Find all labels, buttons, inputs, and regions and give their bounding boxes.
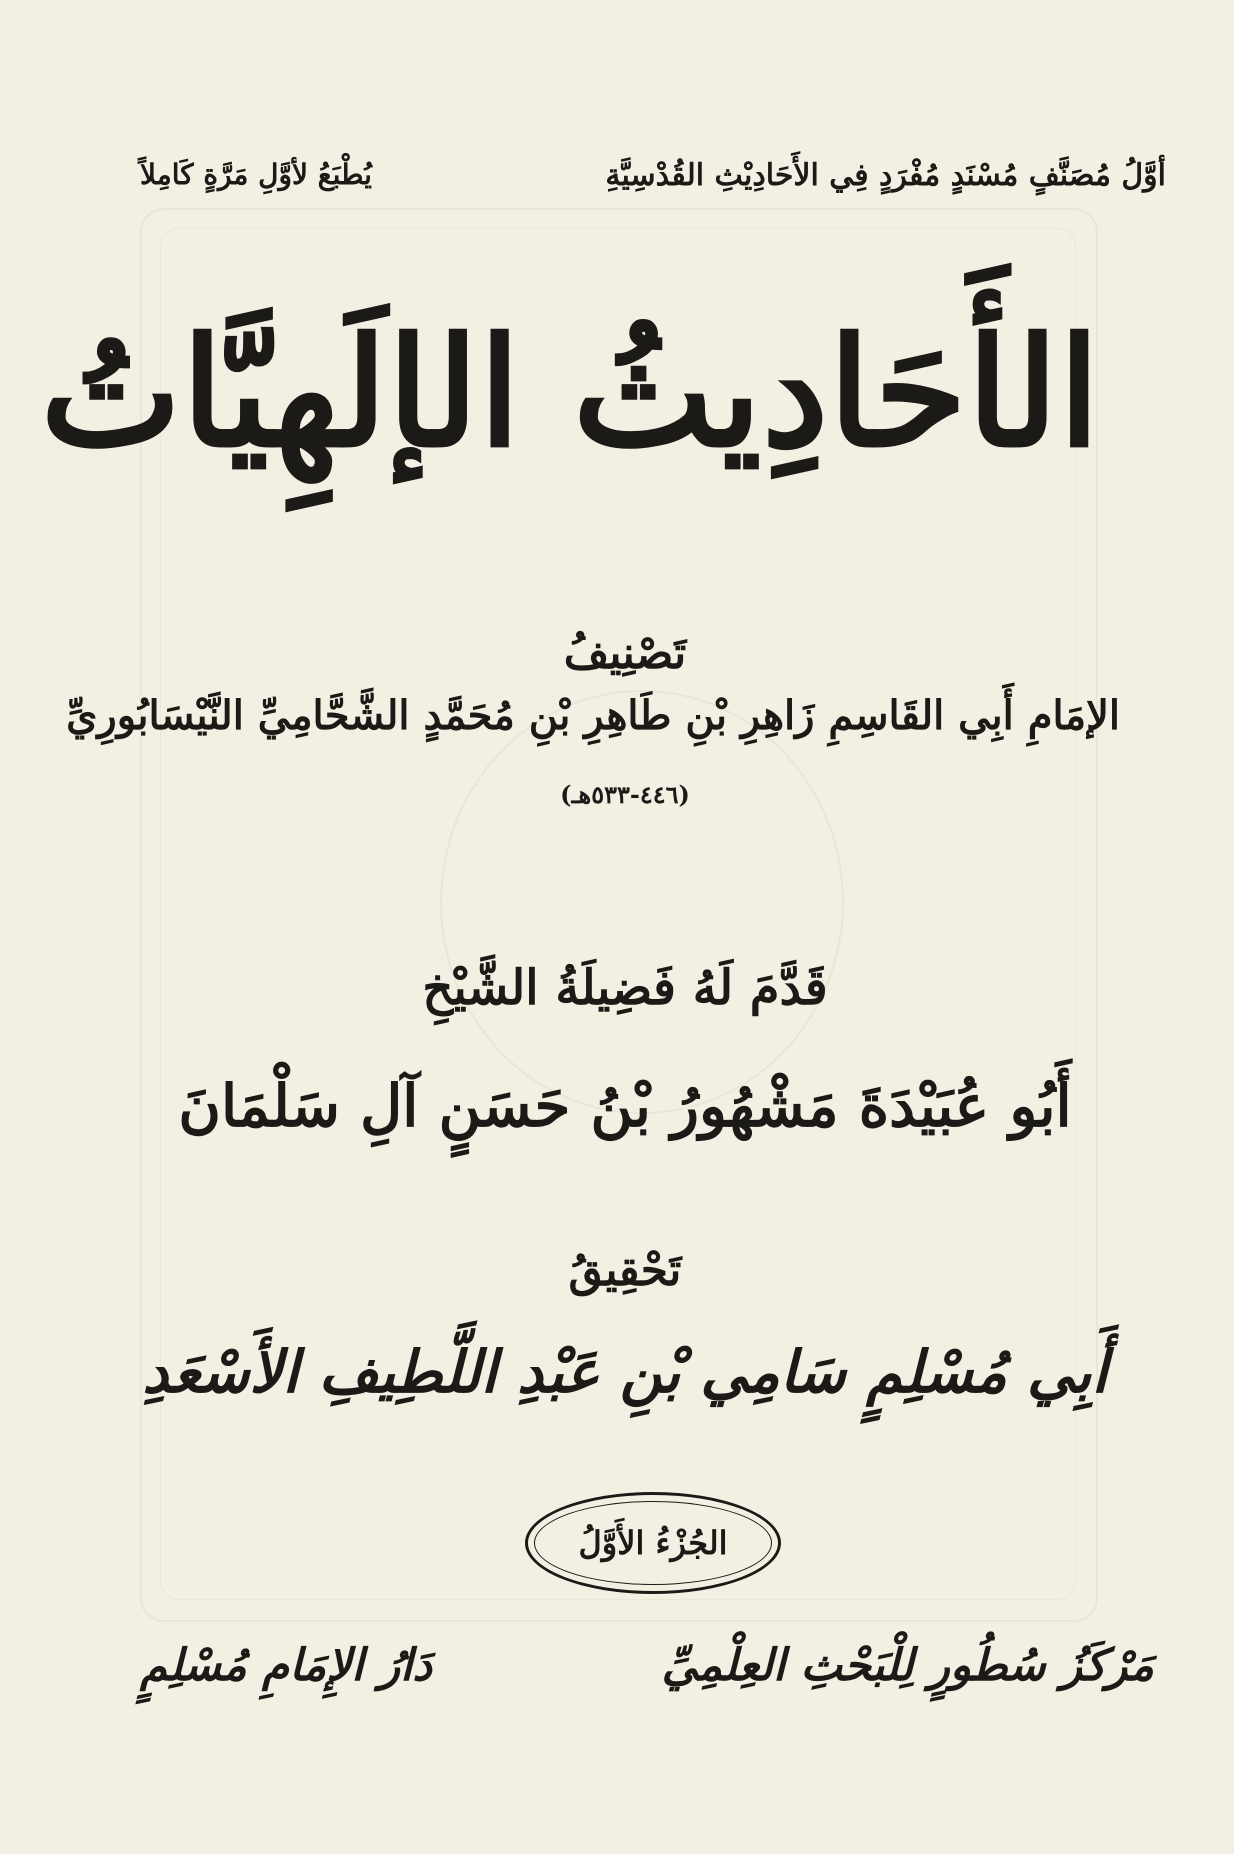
volume-label: الجُزْءُ الأَوَّلُ [578, 1524, 728, 1562]
editor-label: تَحْقِيقُ [568, 1245, 682, 1296]
header-tagline-left: يُطْبَعُ لأوَّلِ مَرَّةٍ كَامِلاً [140, 158, 372, 191]
watermark-medallion [440, 690, 844, 1114]
publisher-right: مَرْكَزُ سُطُورٍ لِلْبَحْثِ العِلْمِيِّ [661, 1640, 1154, 1691]
author-label: تَصْنِيفُ [563, 628, 687, 679]
author-dates: (٤٤٦-٥٣٣هـ) [560, 780, 690, 809]
introduction-label: قَدَّمَ لَهُ فَضِيلَةُ الشَّيْخِ [422, 960, 828, 1016]
volume-badge [525, 1492, 781, 1594]
author-name: الإمَامِ أَبِي القَاسِمِ زَاهِرِ بْنِ طَاهِرِ بْنِ مُحَمَّدٍ الشَّحَّامِيِّ النَّيْسَابُورِيِّ [66, 692, 1120, 739]
publisher-left: دَارُ الإِمَامِ مُسْلِمٍ [140, 1640, 432, 1691]
editor-name: أَبِي مُسْلِمٍ سَامِي بْنِ عَبْدِ اللَّطِيفِ الأَسْعَدِ [142, 1338, 1108, 1406]
introduction-name: أَبُو عُبَيْدَةَ مَشْهُورُ بْنُ حَسَنٍ آلِ سَلْمَانَ [178, 1072, 1072, 1140]
book-title: الأَحَادِيثُ الإلَهِيَّاتُ [40, 305, 1100, 481]
header-tagline-right: أوَّلُ مُصَنَّفٍ مُسْنَدٍ مُفْرَدٍ فِي الأَحَادِيْثِ القُدْسِيَّةِ [605, 158, 1166, 193]
